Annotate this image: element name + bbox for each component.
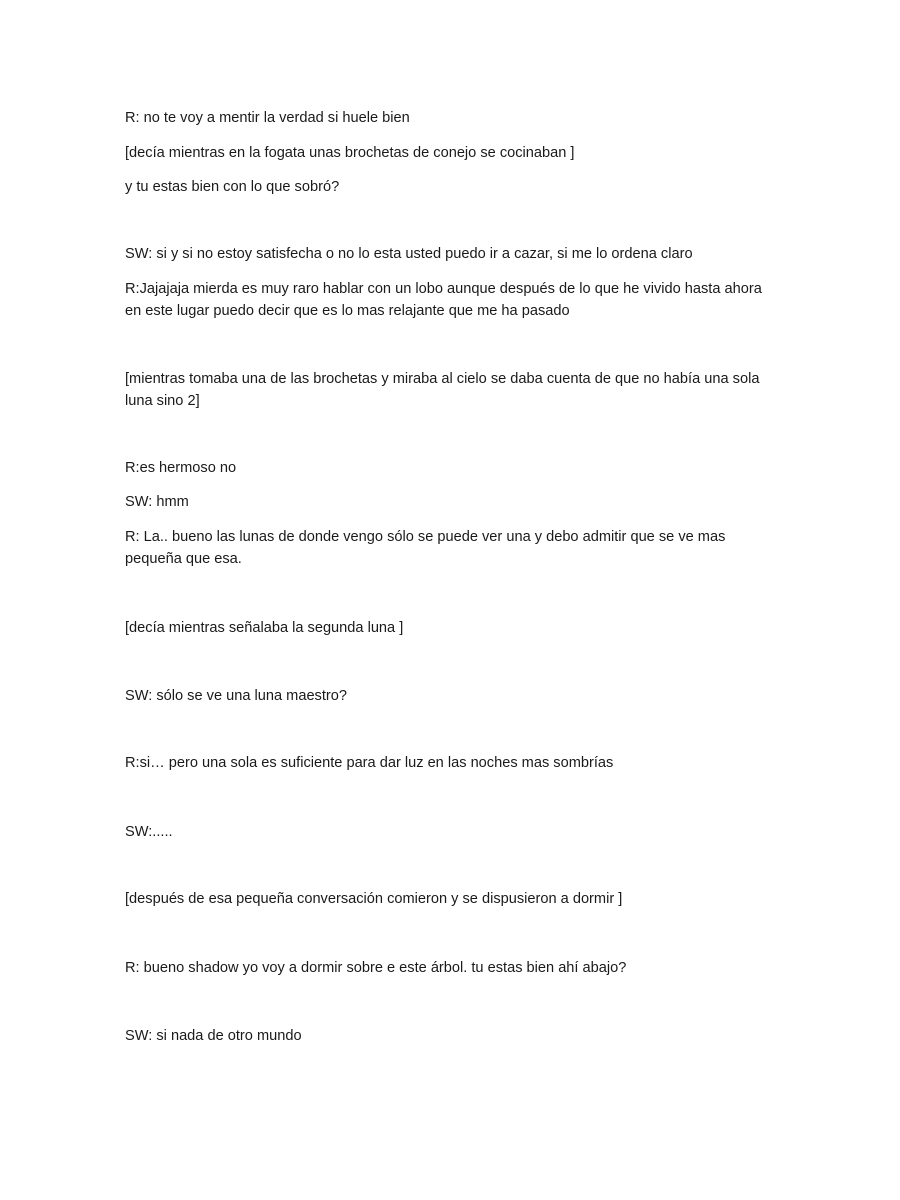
text-line: SW: si y si no estoy satisfecha o no lo esta usted puedo ir a cazar, si me lo ordena claro bbox=[125, 246, 693, 262]
text-line: [mientras tomaba una de las brochetas y miraba al cielo se daba cuenta de que no había una sola bbox=[125, 371, 760, 387]
text-line: en este lugar puedo decir que es lo mas relajante que me ha pasado bbox=[125, 303, 570, 319]
text-line: SW: sólo se ve una luna maestro? bbox=[125, 688, 347, 704]
text-line: R:Jajajaja mierda es muy raro hablar con un lobo aunque después de lo que he vivido hasta ahora bbox=[125, 281, 762, 297]
text-line: [después de esa pequeña conversación comieron y se dispusieron a dormir ] bbox=[125, 891, 623, 907]
text-line: y tu estas bien con lo que sobró? bbox=[125, 179, 340, 195]
text-line: luna sino 2] bbox=[125, 393, 200, 409]
text-line: SW:..... bbox=[125, 824, 173, 840]
text-line: R: La.. bueno las lunas de donde vengo sólo se puede ver una y debo admitir que se ve mas bbox=[125, 529, 726, 545]
text-line: R:si… pero una sola es suficiente para dar luz en las noches mas sombrías bbox=[125, 755, 614, 771]
text-line: pequeña que esa. bbox=[125, 551, 242, 567]
text-line: [decía mientras señalaba la segunda luna ] bbox=[125, 620, 404, 636]
text-line: R: bueno shadow yo voy a dormir sobre e este árbol. tu estas bien ahí abajo? bbox=[125, 960, 627, 976]
text-line: SW: hmm bbox=[125, 494, 189, 510]
text-line: R: no te voy a mentir la verdad si huele bien bbox=[125, 110, 410, 126]
text-line: R:es hermoso no bbox=[125, 460, 237, 476]
text-line: [decía mientras en la fogata unas brochetas de conejo se cocinaban ] bbox=[125, 145, 575, 161]
text-line: SW: si nada de otro mundo bbox=[125, 1028, 302, 1044]
